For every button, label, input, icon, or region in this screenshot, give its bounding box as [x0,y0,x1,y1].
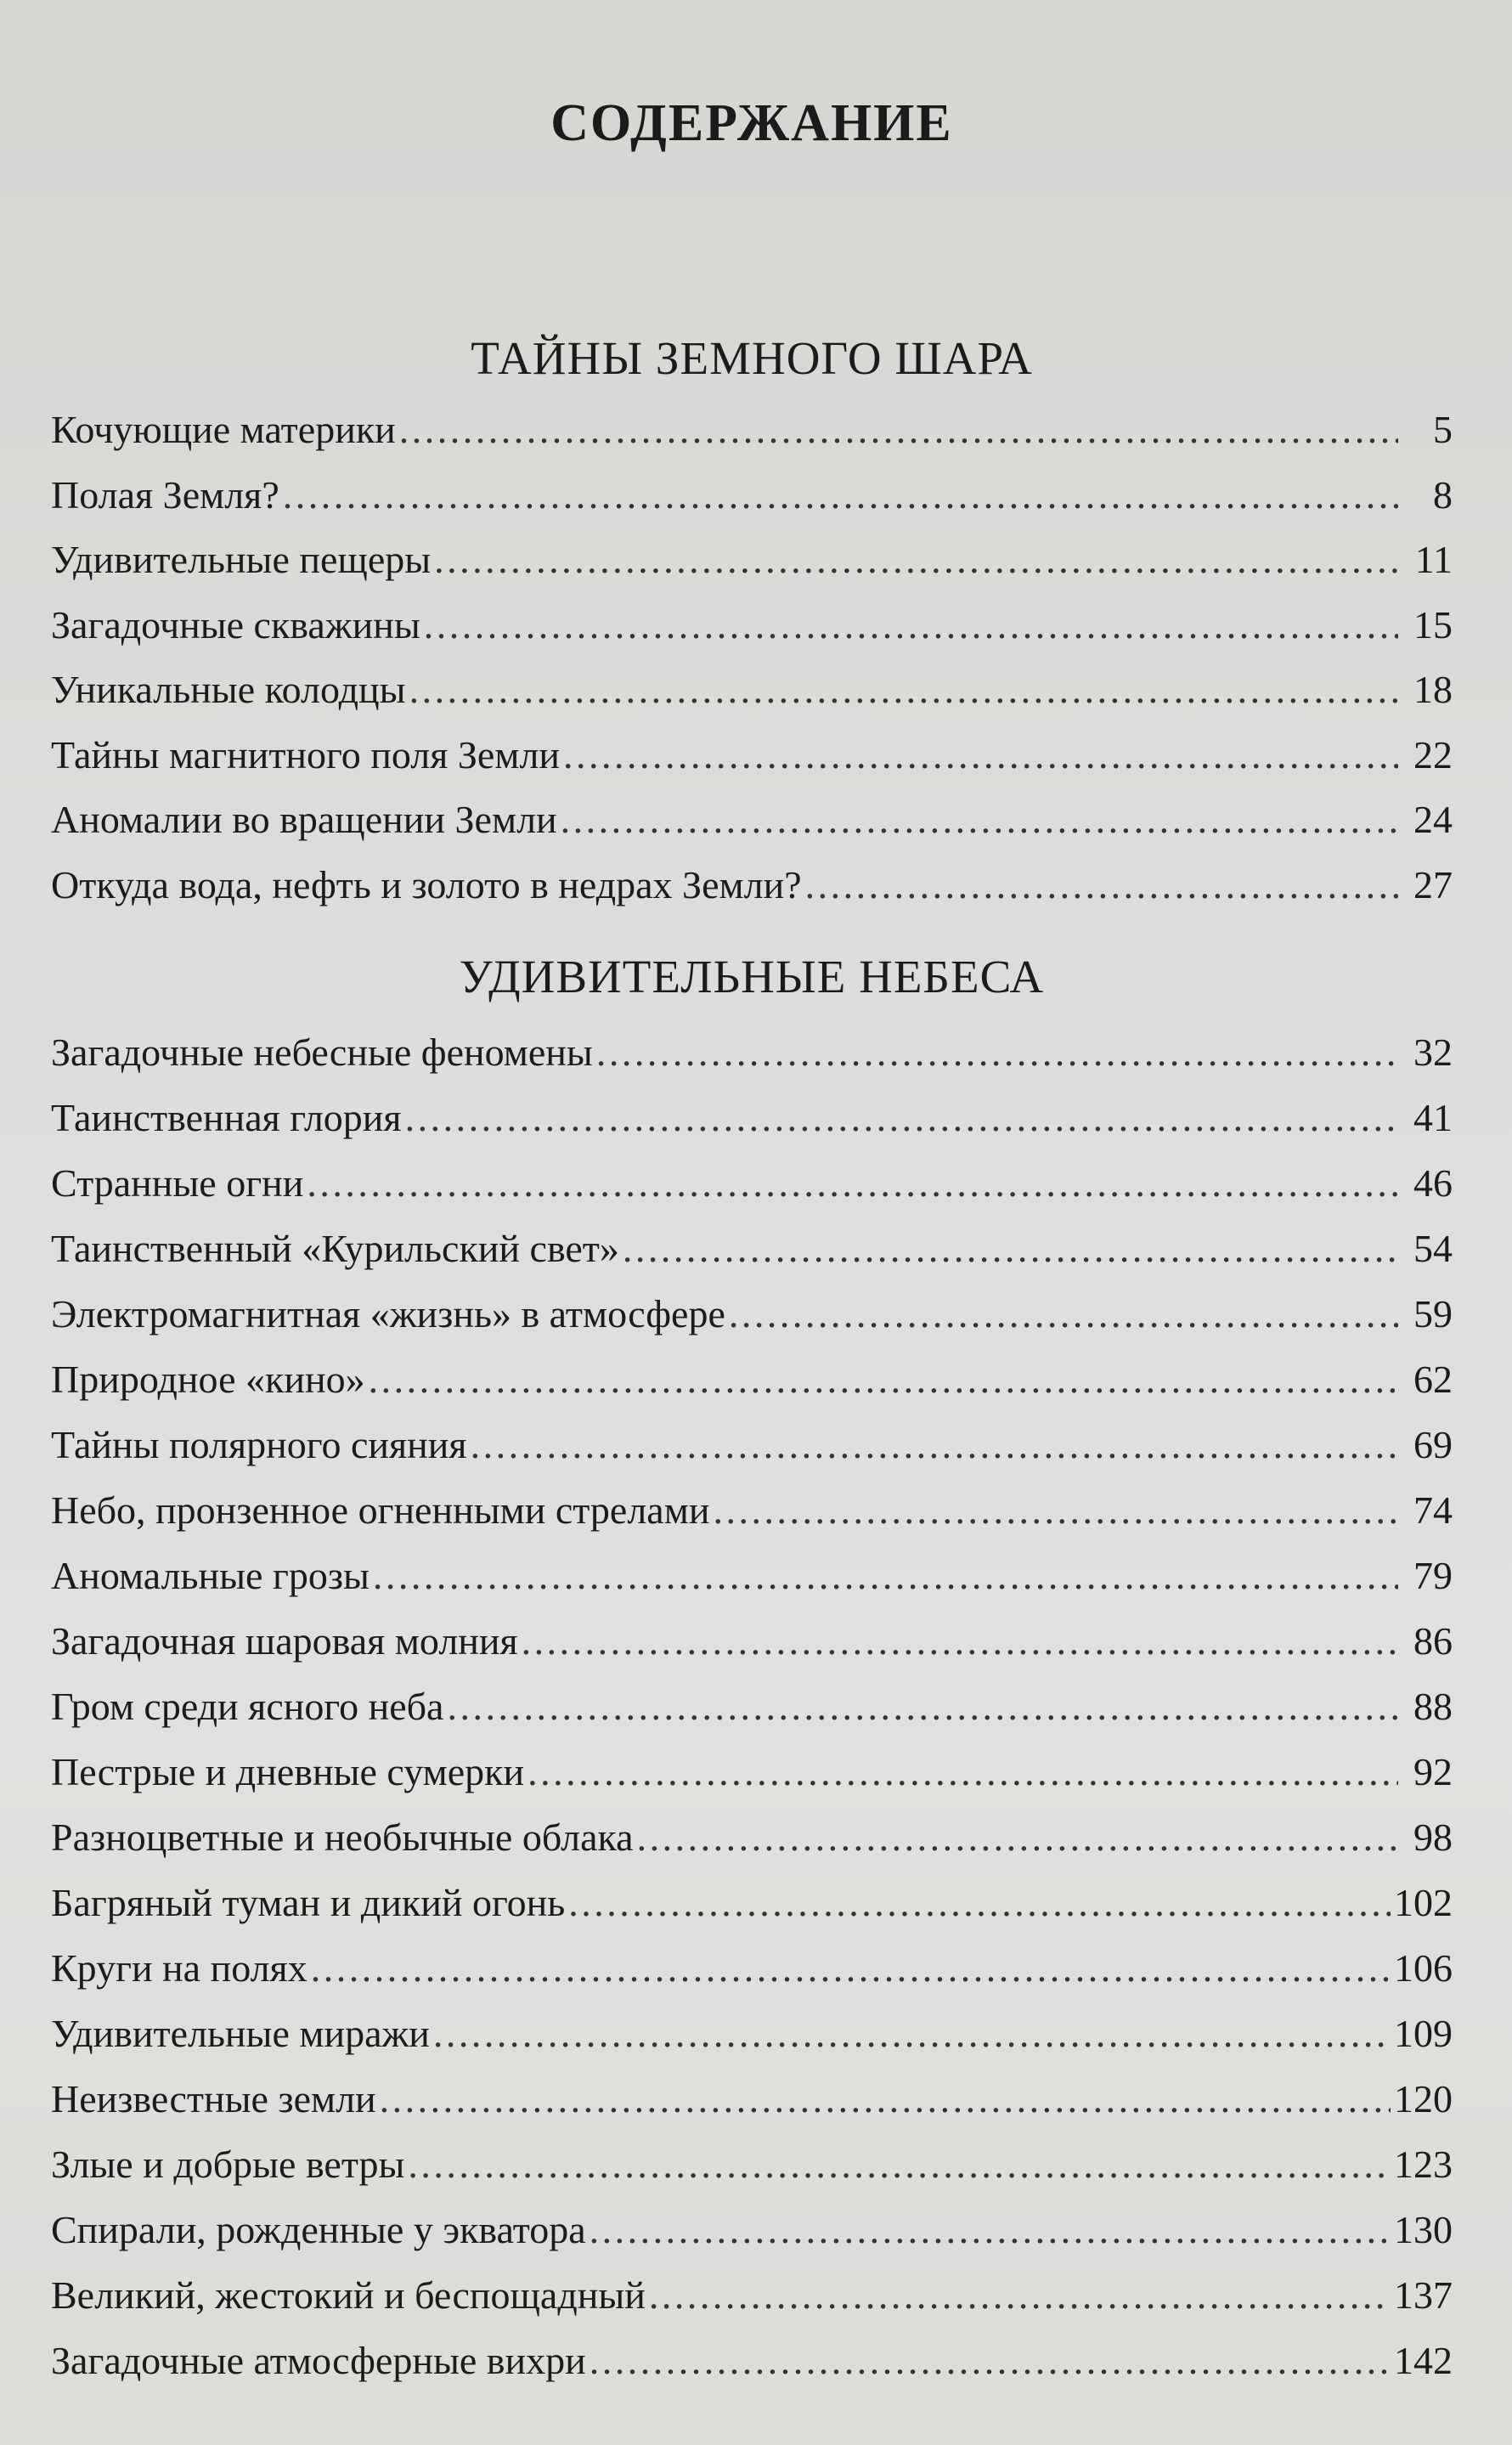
toc-entry [51,1150,1453,1216]
toc-entry [51,1739,1453,1804]
dot-leader [405,1085,1398,1150]
entry-page-number: 32 [1413,1031,1453,1074]
entry-page-number: 142 [1394,2339,1453,2382]
entry-title: Небо, пронзенное огненными стрелами [51,1488,710,1532]
toc-entry [51,1281,1453,1347]
entry-title: Злые и добрые ветры [51,2143,405,2186]
toc-entry [51,1412,1453,1477]
dot-leader [528,1739,1398,1804]
entry-title: Загадочные скважины [51,602,420,647]
toc-entry [51,1477,1453,1543]
entry-page-number: 74 [1413,1488,1453,1532]
entry-page-number: 123 [1394,2143,1453,2186]
dot-leader [590,2328,1391,2393]
dot-leader [433,2001,1391,2066]
dot-leader [563,723,1398,788]
toc-entry [51,723,1453,788]
toc-entry [51,2001,1453,2066]
entry-title: Откуда вода, нефть и золото в недрах Земли? [51,862,802,906]
entry-page-number: 46 [1413,1161,1453,1205]
dot-leader [596,1019,1398,1085]
entry-page-number: 69 [1413,1423,1453,1466]
entry-page-number: 5 [1433,408,1453,451]
dot-leader [713,1477,1398,1543]
entry-title: Загадочные небесные феномены [51,1031,593,1074]
dot-leader [373,1543,1398,1608]
dot-leader [409,658,1398,723]
dot-leader [729,1281,1398,1347]
dot-leader [471,1412,1398,1477]
dot-leader [649,2262,1391,2328]
entry-page-number: 130 [1394,2208,1453,2251]
dot-leader [637,1804,1398,1870]
toc-entry [51,2132,1453,2197]
page-title: СОДЕРЖАНИЕ [550,94,953,152]
dot-leader [408,2132,1391,2197]
toc-entry [51,1019,1453,1085]
toc-entry [51,2262,1453,2328]
entry-title: Гром среди ясного неба [51,1685,444,1728]
entry-title: Аномальные грозы [51,1554,370,1597]
entry-title: Загадочная шаровая молния [51,1619,518,1663]
entry-page-number: 79 [1413,1554,1453,1597]
entry-page-number: 27 [1413,862,1453,906]
entry-title: Пестрые и дневные сумерки [51,1750,525,1793]
entry-page-number: 106 [1394,1946,1453,1990]
entry-title: Загадочные атмосферные вихри [51,2339,586,2382]
toc-entry [51,463,1453,528]
entry-title: Природное «кино» [51,1358,365,1401]
entry-title: Полая Земля? [51,472,279,517]
dot-leader [307,1150,1398,1216]
dot-leader [561,788,1398,853]
toc-entry [51,788,1453,853]
section-title: УДИВИТЕЛЬНЫЕ НЕБЕСА [459,951,1045,1002]
dot-leader [623,1216,1398,1281]
entry-title: Разноцветные и необычные облака [51,1815,634,1859]
entry-title: Удивительные пещеры [51,538,432,581]
dot-leader [447,1674,1398,1739]
toc-entry [51,528,1453,593]
entry-title: Тайны магнитного поля Земли [51,732,561,776]
entry-title: Тайны полярного сияния [51,1423,467,1466]
section-title: ТАЙНЫ ЗЕМНОГО ШАРА [471,332,1033,384]
toc-entry [51,2328,1453,2393]
toc-section-earth [51,325,1453,918]
dot-leader [311,1935,1391,2001]
entry-page-number: 86 [1413,1619,1453,1663]
entry-page-number: 62 [1413,1358,1453,1401]
toc-entry [51,398,1453,463]
entry-page-number: 41 [1413,1096,1453,1139]
entry-page-number: 120 [1394,2077,1453,2120]
entry-page-number: 59 [1413,1292,1453,1335]
toc-entry [51,1935,1453,2001]
entry-title: Аномалии во вращении Земли [51,798,557,841]
toc-entry [51,1804,1453,1870]
dot-leader [424,593,1398,658]
dot-leader [399,398,1398,463]
entry-page-number: 15 [1413,602,1453,647]
entry-title: Круги на полях [51,1946,307,1990]
dot-leader [805,853,1398,918]
toc-list [51,1019,1453,2393]
toc-list [51,398,1453,918]
toc-entry [51,658,1453,723]
entry-page-number: 8 [1433,472,1453,517]
entry-page-number: 98 [1413,1815,1453,1859]
toc-entry [51,853,1453,918]
entry-title: Таинственная глория [51,1096,402,1139]
entry-page-number: 54 [1413,1227,1453,1270]
toc-entry [51,1608,1453,1674]
entry-page-number: 92 [1413,1750,1453,1793]
dot-leader [283,463,1398,528]
entry-title: Кочующие материки [51,408,396,451]
toc-entry [51,1674,1453,1739]
entry-page-number: 109 [1394,2012,1453,2055]
entry-title: Удивительные миражи [51,2012,430,2055]
toc-entry [51,1870,1453,1935]
dot-leader [568,1870,1391,1935]
toc-entry [51,2197,1453,2262]
entry-page-number: 137 [1394,2273,1453,2317]
dot-leader [380,2066,1391,2132]
entry-title: Спирали, рожденные у экватора [51,2208,586,2251]
toc-entry [51,1347,1453,1412]
dot-leader [590,2197,1391,2262]
entry-page-number: 102 [1394,1881,1453,1924]
dot-leader [369,1347,1398,1412]
entry-page-number: 24 [1413,798,1453,841]
entry-title: Уникальные колодцы [51,668,406,711]
entry-title: Великий, жестокий и беспощадный [51,2273,646,2317]
entry-page-number: 18 [1413,668,1453,711]
entry-page-number: 22 [1413,732,1453,776]
toc-entry [51,1543,1453,1608]
toc-entry [51,1085,1453,1150]
entry-title: Неизвестные земли [51,2077,376,2120]
entry-title: Электромагнитная «жизнь» в атмосфере [51,1292,725,1335]
toc-entry [51,593,1453,658]
dot-leader [434,528,1398,593]
toc-entry [51,2066,1453,2132]
entry-title: Странные огни [51,1161,304,1205]
entry-title: Таинственный «Курильский свет» [51,1227,619,1270]
entry-title: Багряный туман и дикий огонь [51,1881,566,1924]
entry-page-number: 11 [1414,538,1453,581]
dot-leader [522,1608,1398,1674]
toc-section-skies [51,943,1453,2393]
entry-page-number: 88 [1413,1685,1453,1728]
toc-entry [51,1216,1453,1281]
